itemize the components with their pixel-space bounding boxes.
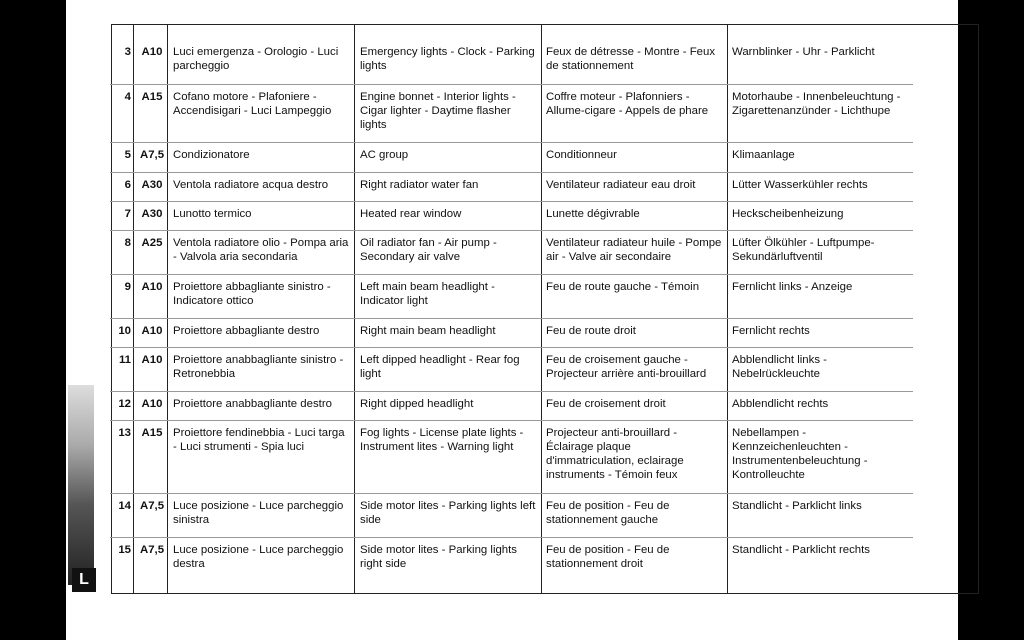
cell-en: Side motor lites - Parking lights left side [360,500,536,526]
cell-en: Right dipped headlight [360,398,474,410]
cell-amp: A10 [141,354,163,366]
cell-en: Right main beam headlight [360,325,496,337]
cell-fr: Feu de position - Feu de stationnement gauche [546,500,670,526]
cell-it: Lunotto termico [173,208,252,220]
cell-amp: A10 [141,398,163,410]
cell-n: 14 [118,500,131,512]
cell-en: Emergency lights - Clock - Parking lights [360,46,535,72]
cell-fr: Coffre moteur - Plafonniers - Allume-cigare - Appels de phare [546,91,709,117]
cell-amp: A15 [141,427,163,439]
cell-n: 4 [124,91,131,103]
row-divider [110,84,913,85]
cell-it: Proiettore abbagliante destro [173,325,320,337]
cell-it: Proiettore fendinebbia - Luci targa - Luci strumenti - Spia luci [173,427,345,453]
cell-n: 13 [118,427,131,439]
cell-it: Ventola radiatore acqua destro [173,179,329,191]
cell-en: Oil radiator fan - Air pump - Secondary air valve [360,237,497,263]
cell-en: Fog lights - License plate lights - Instrument lites - Warning light [360,427,524,453]
cell-fr: Feu de route gauche - Témoin [546,281,700,293]
cell-n: 3 [124,46,131,58]
cell-de: Abblendlicht rechts [732,398,829,410]
column-divider [541,24,542,594]
cell-amp: A7,5 [139,500,165,512]
cell-n: 8 [124,237,131,249]
cell-de: Motorhaube - Innenbeleuchtung - Zigarettenanzünder - Lichthupe [732,91,901,117]
column-divider [133,24,134,594]
cell-n: 10 [118,325,131,337]
cell-n: 9 [124,281,131,293]
cell-de: Nebellampen - Kennzeichenleuchten - Instrumentenbeleuchtung - Kontrolleuchte [732,427,868,481]
cell-it: Condizionatore [173,149,250,161]
cell-en: Left main beam headlight - Indicator light [360,281,495,307]
cell-en: Engine bonnet - Interior lights - Cigar lighter - Daytime flasher lights [360,91,516,131]
cell-it: Luce posizione - Luce parcheggio destra [173,544,344,570]
cell-fr: Feu de position - Feu de stationnement droit [546,544,670,570]
cell-en: Heated rear window [360,208,462,220]
cell-de: Klimaanlage [732,149,795,161]
cell-it: Cofano motore - Plafoniere - Accendisigari - Luci Lampeggio [173,91,332,117]
cell-amp: A10 [141,46,163,58]
row-divider [110,493,913,494]
column-divider [354,24,355,594]
cell-it: Luci emergenza - Orologio - Luci parcheggio [173,46,339,72]
row-divider [110,347,913,348]
cell-it: Luce posizione - Luce parcheggio sinistra [173,500,344,526]
cell-fr: Feu de route droit [546,325,636,337]
row-divider [110,230,913,231]
cell-de: Heckscheibenheizung [732,208,844,220]
column-divider [727,24,728,594]
cell-en: AC group [360,149,409,161]
cell-de: Abblendlicht links - Nebelrückleuchte [732,354,827,380]
row-divider [110,537,913,538]
cell-de: Lütter Wasserkühler rechts [732,179,868,191]
cell-fr: Feux de détresse - Montre - Feux de stationnement [546,46,716,72]
row-divider [110,201,913,202]
cell-it: Proiettore anabbagliante sinistro - Retronebbia [173,354,344,380]
cell-en: Right radiator water fan [360,179,479,191]
cell-fr: Lunette dégivrable [546,208,640,220]
cell-n: 15 [118,544,131,556]
cell-fr: Ventilateur radiateur huile - Pompe air - Valve air secondaire [546,237,722,263]
cell-n: 11 [118,354,131,366]
cell-amp: A10 [141,281,163,293]
cell-fr: Feu de croisement droit [546,398,666,410]
cell-amp: A30 [141,179,163,191]
row-divider [110,142,913,143]
cell-amp: A7,5 [139,544,165,556]
row-divider [110,391,913,392]
row-divider [110,274,913,275]
cell-fr: Conditionneur [546,149,617,161]
cell-en: Left dipped headlight - Rear fog light [360,354,520,380]
cell-amp: A25 [141,237,163,249]
column-divider [167,24,168,594]
row-divider [110,172,913,173]
page-edge-strip [68,385,94,585]
cell-de: Lüfter Ölkühler - Luftpumpe-Sekundärluftventil [732,237,875,263]
cell-n: 7 [124,208,131,220]
row-divider [110,318,913,319]
cell-en: Side motor lites - Parking lights right side [360,544,517,570]
row-divider [110,420,913,421]
manual-page [66,0,958,640]
cell-it: Proiettore anabbagliante destro [173,398,332,410]
cell-de: Standlicht - Parklicht rechts [732,544,871,556]
cell-de: Fernlicht links - Anzeige [732,281,853,293]
cell-fr: Ventilateur radiateur eau droit [546,179,696,191]
cell-amp: A15 [141,91,163,103]
cell-n: 12 [118,398,131,410]
cell-amp: A7,5 [139,149,165,161]
cell-fr: Projecteur anti-brouillard - Éclairage plaque d'immatriculation, eclairage instruments - Témoin feux [546,427,684,481]
cell-amp: A30 [141,208,163,220]
cell-n: 5 [124,149,131,161]
cell-it: Proiettore abbagliante sinistro - Indicatore ottico [173,281,331,307]
cell-n: 6 [124,179,131,191]
cell-de: Standlicht - Parklicht links [732,500,862,512]
cell-it: Ventola radiatore olio - Pompa aria - Valvola aria secondaria [173,237,349,263]
cell-de: Fernlicht rechts [732,325,810,337]
cell-amp: A10 [141,325,163,337]
cell-de: Warnblinker - Uhr - Parklicht [732,46,875,58]
section-tab: L [72,568,96,592]
cell-fr: Feu de croisement gauche - Projecteur arrière anti-brouillard [546,354,707,380]
